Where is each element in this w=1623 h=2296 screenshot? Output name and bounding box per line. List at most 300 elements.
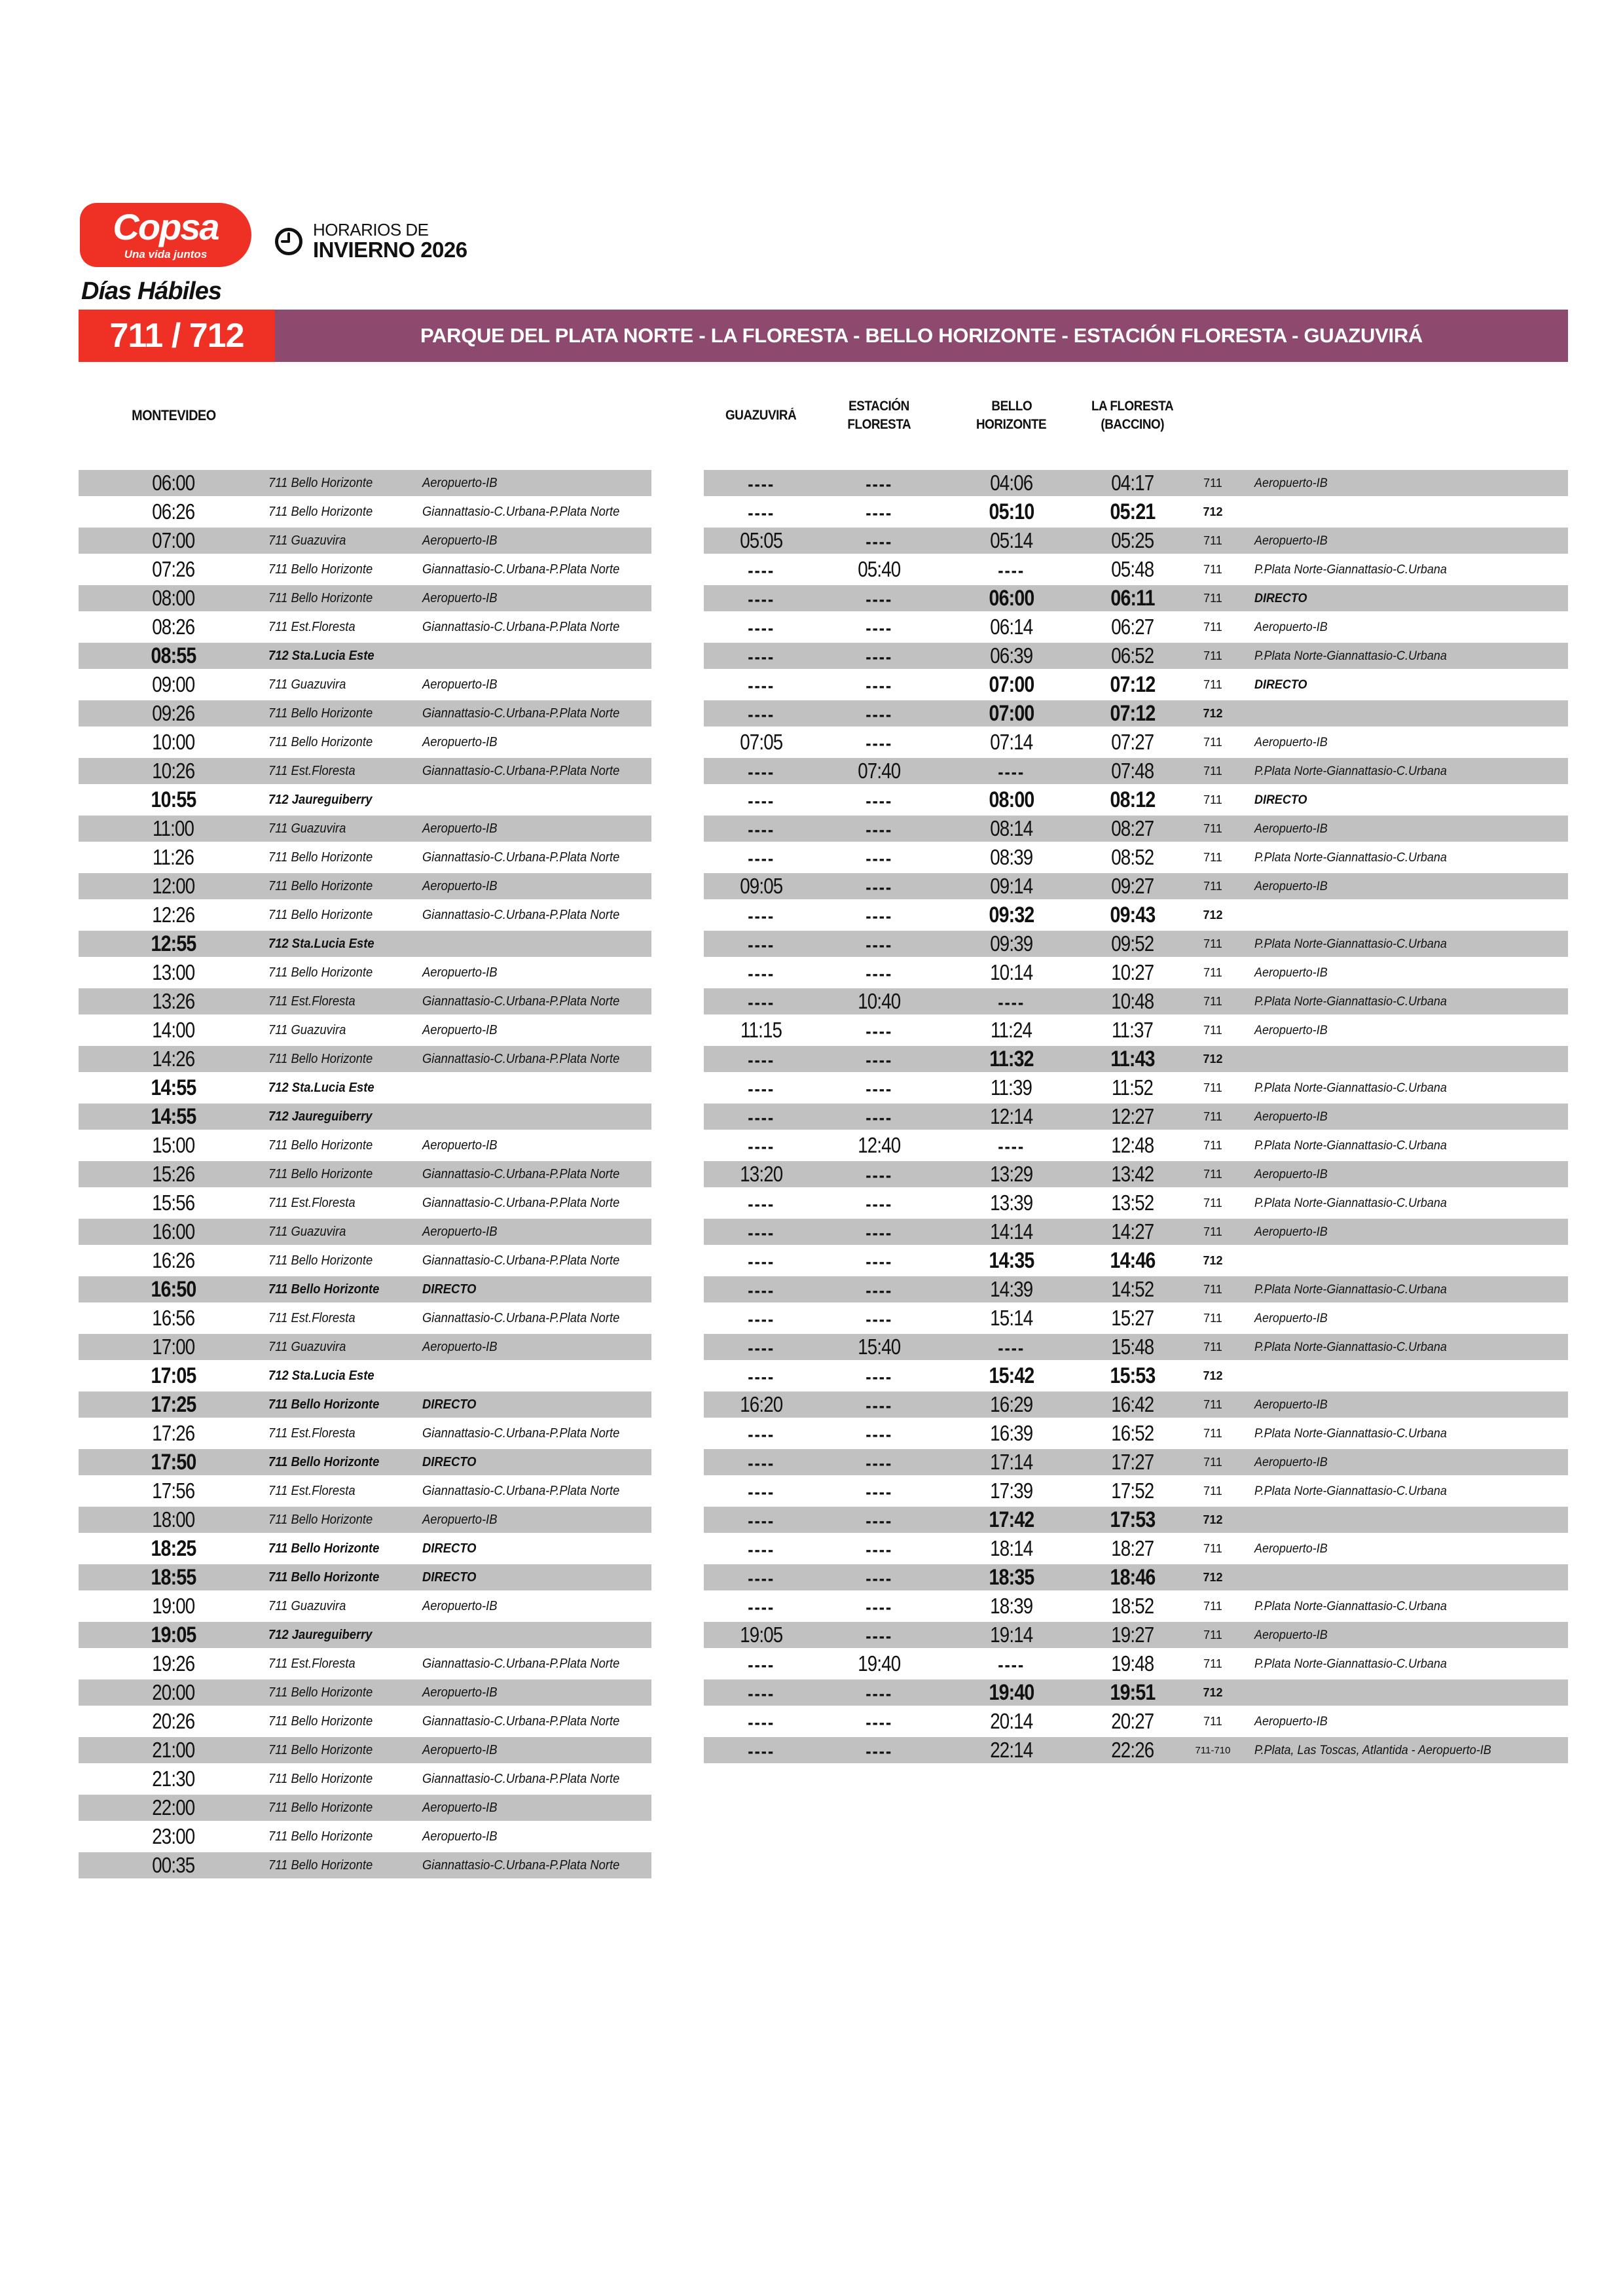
time-value: 11:39 xyxy=(991,1075,1032,1100)
estacion-floresta-time xyxy=(818,845,939,870)
via-label: P.Plata Norte-Giannattasio-C.Urbana xyxy=(1254,1656,1447,1671)
no-stop-dashes: ---- xyxy=(998,762,1025,782)
la-floresta-time xyxy=(1084,615,1182,639)
guazuvira-time xyxy=(704,1392,818,1417)
right-table-row xyxy=(704,1679,1568,1706)
no-stop-dashes: ---- xyxy=(748,1539,775,1560)
route-label: 711 Bello Horizonte xyxy=(268,1570,380,1585)
time-value: 05:05 xyxy=(739,528,783,552)
la-floresta-time xyxy=(1084,499,1182,525)
time-value: 13:26 xyxy=(152,989,195,1013)
time-value: 17:25 xyxy=(151,1391,196,1417)
left-table-row xyxy=(79,1852,651,1878)
no-stop-dashes: ---- xyxy=(866,1251,892,1272)
la-floresta-time xyxy=(1084,672,1182,698)
via-label: Giannattasio-C.Urbana-P.Plata Norte xyxy=(422,907,620,922)
via-label: Aeropuerto-IB xyxy=(422,1742,498,1757)
time-value: 14:35 xyxy=(989,1247,1034,1273)
time-value: 06:00 xyxy=(152,471,195,495)
bello-horizonte-time xyxy=(939,1191,1084,1215)
time-value: 09:27 xyxy=(1111,874,1154,898)
estacion-floresta-time xyxy=(818,1306,939,1331)
no-stop-dashes: ---- xyxy=(748,618,775,638)
route-label: 711 Est.Floresta xyxy=(268,1483,356,1498)
via-label: Aeropuerto-IB xyxy=(1254,533,1328,548)
right-table-row xyxy=(704,729,1568,755)
guazuvira-time xyxy=(704,1075,818,1100)
route-label: 711 Bello Horizonte xyxy=(268,1138,373,1153)
time-value: 16:20 xyxy=(739,1392,783,1416)
time-value: 19:14 xyxy=(990,1623,1033,1647)
guazuvira-time xyxy=(704,1738,818,1763)
route-label: 711 Bello Horizonte xyxy=(268,878,373,893)
route-label: 711 Bello Horizonte xyxy=(268,850,373,865)
right-table-row xyxy=(704,556,1568,583)
via-label: Aeropuerto-IB xyxy=(1254,1022,1328,1037)
right-table-row xyxy=(704,844,1568,870)
guazuvira-time xyxy=(704,816,818,841)
guazuvira-time xyxy=(704,672,818,698)
time-value: 05:14 xyxy=(990,528,1033,552)
time-value: 16:26 xyxy=(152,1248,195,1272)
no-stop-dashes: ---- xyxy=(866,1280,892,1300)
bello-horizonte-time xyxy=(939,1651,1084,1676)
via-label: Aeropuerto-IB xyxy=(422,1800,498,1815)
montevideo-departure-time xyxy=(79,1680,268,1705)
no-stop-dashes: ---- xyxy=(866,733,892,753)
guazuvira-time xyxy=(704,1680,818,1706)
no-stop-dashes: ---- xyxy=(748,1136,775,1157)
time-value: 16:42 xyxy=(1111,1392,1154,1416)
left-table-row xyxy=(79,1075,651,1101)
bello-horizonte-time xyxy=(939,989,1084,1014)
guazuvira-time xyxy=(704,701,818,726)
time-value: 14:26 xyxy=(152,1047,195,1071)
via-label: DIRECTO xyxy=(1254,677,1307,692)
time-value: 16:52 xyxy=(1111,1421,1154,1445)
montevideo-departure-time xyxy=(79,1565,268,1590)
la-floresta-time xyxy=(1084,1738,1182,1763)
right-table-row xyxy=(704,1276,1568,1302)
montevideo-departure-time xyxy=(79,1479,268,1503)
guazuvira-time xyxy=(704,1219,818,1244)
time-value: 07:48 xyxy=(1111,759,1154,783)
route-number: 711 xyxy=(1203,1455,1222,1469)
via-label: Giannattasio-C.Urbana-P.Plata Norte xyxy=(422,994,620,1009)
estacion-floresta-time xyxy=(818,1680,939,1706)
montevideo-departure-time xyxy=(79,1738,268,1763)
route-label: 711 Bello Horizonte xyxy=(268,1713,373,1729)
route-label: 711 Est.Floresta xyxy=(268,1656,356,1671)
time-value: 16:29 xyxy=(990,1392,1033,1416)
copsa-logo-tagline: Una vida juntos xyxy=(124,248,208,260)
time-value: 12:40 xyxy=(857,1133,901,1157)
route-number: 711 xyxy=(1203,1196,1222,1210)
guazuvira-time xyxy=(704,787,818,813)
right-column-headers xyxy=(704,393,1568,439)
left-table-row xyxy=(79,1276,651,1302)
estacion-floresta-time xyxy=(818,759,939,783)
estacion-floresta-time xyxy=(818,903,939,928)
route-label: 712 Sta.Lucia Este xyxy=(268,648,374,663)
time-value: 11:43 xyxy=(1110,1046,1155,1071)
route-number: 711 xyxy=(1203,1628,1222,1641)
la-floresta-time xyxy=(1084,903,1182,928)
bello-horizonte-time xyxy=(939,1047,1084,1072)
via-label: Giannattasio-C.Urbana-P.Plata Norte xyxy=(422,1051,620,1066)
guazuvira-time xyxy=(704,1507,818,1533)
via-label: Giannattasio-C.Urbana-P.Plata Norte xyxy=(422,1857,620,1873)
route-label: 711 Bello Horizonte xyxy=(268,1800,373,1815)
via-label: Aeropuerto-IB xyxy=(1254,475,1328,490)
time-value: 14:00 xyxy=(152,1018,195,1042)
time-value: 08:12 xyxy=(1110,787,1156,812)
time-value: 10:14 xyxy=(990,960,1033,984)
bello-horizonte-time xyxy=(939,903,1084,928)
right-table-row xyxy=(704,499,1568,525)
via-label: Giannattasio-C.Urbana-P.Plata Norte xyxy=(422,763,620,778)
la-floresta-time xyxy=(1084,1507,1182,1533)
right-table-row xyxy=(704,931,1568,957)
right-table-row xyxy=(704,960,1568,986)
guazuvira-time xyxy=(704,643,818,668)
time-value: 09:43 xyxy=(1110,902,1156,927)
via-label: Giannattasio-C.Urbana-P.Plata Norte xyxy=(422,1253,620,1268)
via-label: Aeropuerto-IB xyxy=(1254,1397,1328,1412)
route-label: 711 Guazuvira xyxy=(268,1339,346,1354)
time-value: 17:00 xyxy=(152,1335,195,1359)
no-stop-dashes: ---- xyxy=(866,848,892,869)
time-value: 07:00 xyxy=(152,528,195,552)
no-stop-dashes: ---- xyxy=(866,790,892,811)
no-stop-dashes: ---- xyxy=(748,1223,775,1243)
time-value: 13:29 xyxy=(990,1162,1033,1186)
time-value: 04:17 xyxy=(1111,471,1154,495)
no-stop-dashes: ---- xyxy=(998,560,1025,581)
left-table-row xyxy=(79,1017,651,1043)
la-floresta-time xyxy=(1084,1479,1182,1503)
estacion-floresta-time xyxy=(818,1018,939,1043)
guazuvira-time xyxy=(704,1450,818,1475)
guazuvira-time xyxy=(704,1651,818,1676)
no-stop-dashes: ---- xyxy=(748,1280,775,1300)
guazuvira-time xyxy=(704,845,818,870)
la-floresta-time xyxy=(1084,1363,1182,1389)
la-floresta-time xyxy=(1084,643,1182,668)
no-stop-dashes: ---- xyxy=(866,1309,892,1329)
via-label: Giannattasio-C.Urbana-P.Plata Norte xyxy=(422,562,620,577)
time-value: 11:32 xyxy=(989,1046,1034,1071)
bello-horizonte-time xyxy=(939,1623,1084,1647)
copsa-logo xyxy=(80,203,251,267)
no-stop-dashes: ---- xyxy=(866,1626,892,1646)
time-value: 06:14 xyxy=(990,615,1033,639)
copsa-logo-brand: Copsa xyxy=(113,206,219,247)
time-value: 18:27 xyxy=(1111,1536,1154,1560)
left-table-row xyxy=(79,988,651,1014)
bello-horizonte-time xyxy=(939,1421,1084,1446)
time-value: 13:20 xyxy=(739,1162,783,1186)
route-number: 712 xyxy=(1203,1052,1223,1066)
season-line2: INVIERNO 2026 xyxy=(313,238,467,262)
no-stop-dashes: ---- xyxy=(748,588,775,609)
route-label: 712 Sta.Lucia Este xyxy=(268,936,374,951)
no-stop-dashes: ---- xyxy=(866,1194,892,1214)
time-value: 20:26 xyxy=(152,1709,195,1733)
route-label: 711 Bello Horizonte xyxy=(268,1541,380,1556)
guazuvira-time xyxy=(704,615,818,639)
no-stop-dashes: ---- xyxy=(748,905,775,926)
time-value: 11:15 xyxy=(740,1018,782,1042)
left-table-row xyxy=(79,1651,651,1677)
route-label: 712 Jaureguiberry xyxy=(268,1109,373,1124)
via-label: Aeropuerto-IB xyxy=(422,734,498,749)
via-label: Aeropuerto-IB xyxy=(1254,1310,1328,1325)
time-value: 09:26 xyxy=(152,701,195,725)
right-table-row xyxy=(704,1046,1568,1072)
no-stop-dashes: ---- xyxy=(866,531,892,552)
guazuvira-time xyxy=(704,1104,818,1129)
time-value: 08:52 xyxy=(1111,845,1154,869)
route-label: 711 Guazuvira xyxy=(268,533,346,548)
la-floresta-time xyxy=(1084,989,1182,1014)
time-value: 07:40 xyxy=(857,759,901,783)
la-floresta-time xyxy=(1084,960,1182,985)
estacion-floresta-time xyxy=(818,1507,939,1533)
estacion-floresta-time xyxy=(818,1219,939,1244)
estacion-floresta-time xyxy=(818,1162,939,1187)
guazuvira-time xyxy=(704,759,818,783)
route-number: 711 xyxy=(1203,1397,1222,1411)
montevideo-departure-time xyxy=(79,960,268,985)
via-label: Aeropuerto-IB xyxy=(422,1512,498,1527)
right-table-row xyxy=(704,643,1568,669)
time-value: 15:42 xyxy=(989,1363,1034,1388)
time-value: 09:00 xyxy=(152,672,195,696)
route-number: 711 xyxy=(1203,850,1222,864)
estacion-floresta-time xyxy=(818,615,939,639)
via-label: P.Plata Norte-Giannattasio-C.Urbana xyxy=(1254,1282,1447,1297)
route-number: 711 xyxy=(1203,1599,1222,1613)
bello-horizonte-time xyxy=(939,1335,1084,1359)
route-number: 711 xyxy=(1203,879,1222,893)
time-value: 06:27 xyxy=(1111,615,1154,639)
no-stop-dashes: ---- xyxy=(748,1741,775,1761)
la-floresta-time xyxy=(1084,1018,1182,1043)
bello-horizonte-time xyxy=(939,1162,1084,1187)
time-value: 10:27 xyxy=(1111,960,1154,984)
guazuvira-time xyxy=(704,1018,818,1043)
montevideo-departure-time xyxy=(79,1536,268,1562)
bello-horizonte-time xyxy=(939,1594,1084,1619)
montevideo-departure-time xyxy=(79,1795,268,1820)
bello-horizonte-time xyxy=(939,528,1084,553)
bello-horizonte-time xyxy=(939,759,1084,783)
estacion-floresta-time xyxy=(818,1421,939,1446)
time-value: 05:21 xyxy=(1110,499,1156,524)
time-value: 17:50 xyxy=(151,1449,196,1475)
no-stop-dashes: ---- xyxy=(748,1079,775,1099)
no-stop-dashes: ---- xyxy=(748,790,775,811)
right-table-row xyxy=(704,1305,1568,1331)
guazuvira-time xyxy=(704,1479,818,1503)
right-table-row xyxy=(704,528,1568,554)
no-stop-dashes: ---- xyxy=(748,1309,775,1329)
no-stop-dashes: ---- xyxy=(748,819,775,840)
time-value: 18:52 xyxy=(1111,1594,1154,1618)
no-stop-dashes: ---- xyxy=(998,992,1025,1013)
time-value: 22:26 xyxy=(1111,1738,1154,1762)
time-value: 12:14 xyxy=(990,1104,1033,1128)
montevideo-departure-time xyxy=(79,874,268,899)
route-number: 711 xyxy=(1203,1138,1222,1152)
via-label: P.Plata Norte-Giannattasio-C.Urbana xyxy=(1254,994,1447,1009)
time-value: 05:40 xyxy=(857,557,901,581)
route-label: 711 Bello Horizonte xyxy=(268,907,373,922)
left-table-row xyxy=(79,1305,651,1331)
time-value: 11:26 xyxy=(153,845,194,869)
no-stop-dashes: ---- xyxy=(998,1136,1025,1157)
time-value: 19:05 xyxy=(739,1623,783,1647)
via-label: Giannattasio-C.Urbana-P.Plata Norte xyxy=(422,1310,620,1325)
route-number: 712 xyxy=(1203,1570,1223,1584)
time-value: 17:52 xyxy=(1111,1479,1154,1503)
no-stop-dashes: ---- xyxy=(866,1539,892,1560)
time-value: 13:39 xyxy=(990,1191,1033,1215)
route-number: 711 xyxy=(1203,1109,1222,1123)
left-table-row xyxy=(79,787,651,813)
route-label: 711 Bello Horizonte xyxy=(268,1282,380,1297)
right-table-row xyxy=(704,1420,1568,1446)
time-value: 19:51 xyxy=(1110,1679,1156,1705)
la-floresta-time xyxy=(1084,1162,1182,1187)
time-value: 07:00 xyxy=(989,672,1034,697)
time-value: 07:12 xyxy=(1110,672,1156,697)
left-table-row xyxy=(79,1190,651,1216)
montevideo-departure-time xyxy=(79,1018,268,1043)
right-table-row xyxy=(704,902,1568,928)
no-stop-dashes: ---- xyxy=(866,1165,892,1185)
time-value: 18:55 xyxy=(151,1564,196,1590)
montevideo-departures-table xyxy=(79,470,651,1881)
montevideo-departure-time xyxy=(79,730,268,755)
la-floresta-time xyxy=(1084,1277,1182,1302)
left-table-row xyxy=(79,470,651,496)
left-table-row xyxy=(79,902,651,928)
la-floresta-time xyxy=(1084,1594,1182,1619)
bello-horizonte-time xyxy=(939,1248,1084,1274)
column-header-estacion-floresta xyxy=(818,393,939,439)
left-table-row xyxy=(79,1219,651,1245)
time-value: 15:14 xyxy=(990,1306,1033,1330)
via-label: Aeropuerto-IB xyxy=(1254,1541,1328,1556)
bello-horizonte-time xyxy=(939,1565,1084,1590)
estacion-floresta-time xyxy=(818,672,939,698)
via-label: Aeropuerto-IB xyxy=(1254,619,1328,634)
bello-horizonte-time xyxy=(939,1133,1084,1158)
time-value: 19:48 xyxy=(1111,1651,1154,1676)
bello-horizonte-time xyxy=(939,471,1084,495)
right-table-row xyxy=(704,1708,1568,1734)
time-value: 22:14 xyxy=(990,1738,1033,1762)
no-stop-dashes: ---- xyxy=(748,963,775,984)
montevideo-departure-time xyxy=(79,1306,268,1331)
la-floresta-time xyxy=(1084,874,1182,899)
estacion-floresta-time xyxy=(818,931,939,956)
route-number: 711-710 xyxy=(1195,1744,1231,1756)
time-value: 15:53 xyxy=(1110,1363,1156,1388)
left-table-row xyxy=(79,1391,651,1418)
la-floresta-time xyxy=(1084,1335,1182,1359)
route-label: 711 Bello Horizonte xyxy=(268,1512,373,1527)
la-floresta-time xyxy=(1084,1623,1182,1647)
via-label: Aeropuerto-IB xyxy=(422,1685,498,1700)
route-label: 711 Bello Horizonte xyxy=(268,1829,373,1844)
via-label: Aeropuerto-IB xyxy=(422,1138,498,1153)
time-value: 16:39 xyxy=(990,1421,1033,1445)
route-label: 711 Bello Horizonte xyxy=(268,590,373,605)
left-table-row xyxy=(79,1823,651,1850)
left-table-row xyxy=(79,499,651,525)
la-floresta-time xyxy=(1084,557,1182,582)
left-table-row xyxy=(79,1363,651,1389)
time-value: 16:50 xyxy=(151,1276,196,1302)
estacion-floresta-time xyxy=(818,471,939,495)
left-table-row xyxy=(79,844,651,870)
montevideo-departure-time xyxy=(79,1853,268,1878)
left-table-row xyxy=(79,1132,651,1158)
via-label: Aeropuerto-IB xyxy=(422,475,498,490)
time-value: 20:14 xyxy=(990,1709,1033,1733)
time-value: 07:00 xyxy=(989,700,1034,726)
left-table-row xyxy=(79,1737,651,1763)
via-label: DIRECTO xyxy=(422,1282,477,1297)
time-value: 10:55 xyxy=(151,787,196,812)
route-number: 711 xyxy=(1203,1167,1222,1181)
route-label: 711 Bello Horizonte xyxy=(268,1742,373,1757)
route-number: 711 xyxy=(1203,937,1222,950)
montevideo-departure-time xyxy=(79,1507,268,1532)
time-value: 18:14 xyxy=(990,1536,1033,1560)
bello-horizonte-time xyxy=(939,1219,1084,1244)
left-table-row xyxy=(79,556,651,583)
time-value: 18:39 xyxy=(990,1594,1033,1618)
left-table-row xyxy=(79,816,651,842)
la-floresta-time xyxy=(1084,759,1182,783)
time-value: 17:26 xyxy=(152,1421,195,1445)
no-stop-dashes: ---- xyxy=(748,1683,775,1704)
no-stop-dashes: ---- xyxy=(748,1424,775,1444)
time-value: 20:00 xyxy=(152,1680,195,1704)
via-label: Giannattasio-C.Urbana-P.Plata Norte xyxy=(422,706,620,721)
time-value: 12:00 xyxy=(152,874,195,898)
time-value: 16:56 xyxy=(152,1306,195,1330)
clock-icon xyxy=(274,226,304,257)
no-stop-dashes: ---- xyxy=(866,877,892,897)
estacion-floresta-time xyxy=(818,499,939,525)
estacion-floresta-time xyxy=(818,1709,939,1734)
via-label: P.Plata Norte-Giannattasio-C.Urbana xyxy=(1254,1138,1447,1153)
bello-horizonte-time xyxy=(939,1018,1084,1043)
la-floresta-time xyxy=(1084,1392,1182,1417)
coastal-stops-table xyxy=(704,470,1568,1766)
no-stop-dashes: ---- xyxy=(748,848,775,869)
via-label: DIRECTO xyxy=(422,1454,477,1469)
guazuvira-time xyxy=(704,730,818,755)
no-stop-dashes: ---- xyxy=(748,1107,775,1128)
montevideo-departure-time xyxy=(79,1191,268,1215)
via-label: Giannattasio-C.Urbana-P.Plata Norte xyxy=(422,1483,620,1498)
